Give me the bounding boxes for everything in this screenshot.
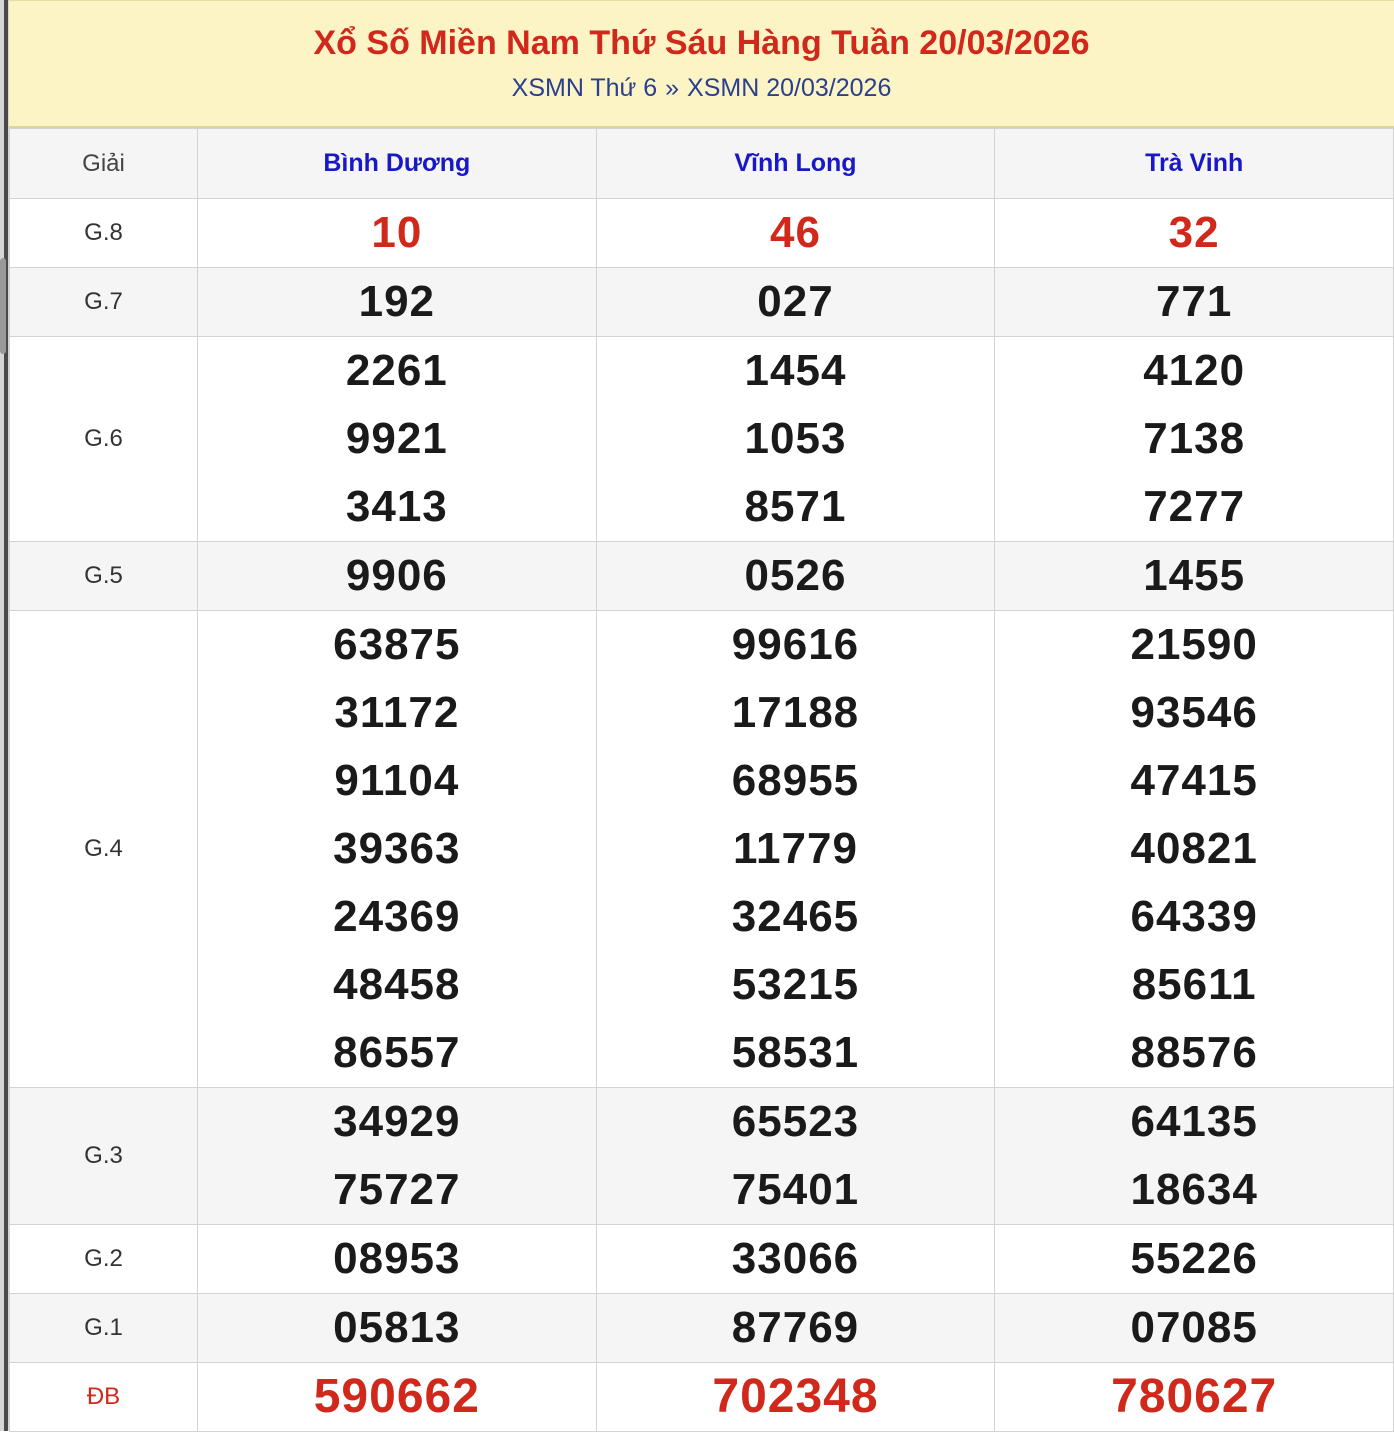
prize-label: G.3 [10,1088,198,1225]
prize-number: 24369 [333,892,461,941]
prize-label: G.4 [10,611,198,1088]
breadcrumb-link-weekday[interactable]: XSMN Thứ 6 [511,74,658,102]
province-header-vinh-long[interactable]: Vĩnh Long [596,129,995,199]
prize-cell [596,1088,995,1225]
prize-number: 64339 [1130,892,1258,941]
prize-number: 07085 [1130,1303,1258,1352]
breadcrumb-link-date[interactable]: XSMN 20/03/2026 [687,74,892,102]
prize-number: 0526 [744,551,847,600]
prize-number: 2261 [345,346,448,395]
table-row [10,1225,1394,1294]
prize-label: ĐB [10,1363,198,1432]
prize-cell [995,611,1394,1088]
prize-cell [995,268,1394,337]
breadcrumb [9,73,1394,103]
prize-number: 75401 [731,1165,860,1214]
prize-cell [596,268,995,337]
prize-number: 11779 [733,824,858,873]
prize-cell [596,611,995,1088]
prize-number: 3413 [345,482,448,531]
edge-handle[interactable] [0,258,6,354]
prize-number: 65523 [731,1097,860,1146]
prize-column-header: Giải [10,129,198,199]
prize-cell [995,1363,1394,1432]
special-prize-number: 702348 [712,1370,879,1423]
prize-cell [198,1088,597,1225]
prize-label: G.7 [10,268,198,337]
prize-number: 34929 [333,1097,461,1146]
prize-cell [198,268,597,337]
results-body [10,199,1394,1432]
lottery-results-panel [9,0,1394,1431]
prize-number: 4120 [1143,346,1246,395]
prize-cell [198,199,597,268]
prize-cell [198,1363,597,1432]
prize-cell [995,1225,1394,1294]
window-edge-shadow [4,0,8,1431]
prize-number: 21590 [1130,620,1258,669]
prize-number: 58531 [731,1028,860,1077]
prize-cell [995,199,1394,268]
prize-label: G.1 [10,1294,198,1363]
prize-number: 39363 [333,824,461,873]
prize-number: 64135 [1130,1097,1258,1146]
prize-number: 55226 [1130,1234,1258,1283]
special-prize-number: 780627 [1111,1370,1278,1423]
prize-number: 33066 [731,1234,860,1283]
special-prize-number: 590662 [313,1370,480,1423]
prize-cell [596,337,995,542]
prize-number: 32465 [731,892,860,941]
prize-number: 86557 [333,1028,461,1077]
table-header-row [10,129,1394,199]
prize-cell [596,542,995,611]
results-header [9,0,1394,128]
table-row [10,1363,1394,1432]
table-row [10,542,1394,611]
prize-number: 027 [757,277,834,326]
prize-number: 99616 [731,620,860,669]
prize-number: 75727 [333,1165,461,1214]
table-row [10,1088,1394,1225]
page-title: Xổ Số Miền Nam Thứ Sáu Hàng Tuần 20/03/2026 [313,24,1090,62]
prize-number: 46 [770,208,821,257]
prize-cell [198,337,597,542]
prize-cell [596,1294,995,1363]
prize-number: 771 [1155,277,1233,326]
prize-number: 05813 [333,1303,461,1352]
prize-cell [596,1225,995,1294]
prize-cell [995,542,1394,611]
prize-label: G.8 [10,199,198,268]
prize-cell [198,1225,597,1294]
prize-number: 48458 [333,960,461,1009]
prize-number: 9921 [345,414,448,463]
prize-number: 08953 [333,1234,461,1283]
prize-number: 7138 [1143,414,1246,463]
prize-number: 63875 [333,620,461,669]
prize-number: 87769 [731,1303,860,1352]
prize-number: 93546 [1130,688,1258,737]
prize-number: 17188 [731,688,860,737]
prize-cell [995,1294,1394,1363]
prize-number: 7277 [1143,482,1246,531]
prize-number: 9906 [345,551,448,600]
prize-number: 88576 [1130,1028,1258,1077]
prize-number: 53215 [731,960,860,1009]
prize-cell [198,611,597,1088]
prize-cell [198,1294,597,1363]
prize-number: 68955 [731,756,860,805]
prize-label: G.6 [10,337,198,542]
prize-number: 1454 [744,346,847,395]
prize-number: 1455 [1143,551,1246,600]
prize-label: G.5 [10,542,198,611]
prize-cell [995,337,1394,542]
results-table [9,128,1394,1432]
table-row [10,199,1394,268]
prize-number: 32 [1168,208,1220,257]
prize-cell [596,199,995,268]
table-row [10,268,1394,337]
prize-cell [198,542,597,611]
prize-number: 18634 [1130,1165,1258,1214]
breadcrumb-separator: » [665,74,680,102]
prize-number: 8571 [744,482,847,531]
table-row [10,611,1394,1088]
province-header-binh-duong[interactable]: Bình Dương [198,129,597,199]
table-row [10,1294,1394,1363]
prize-number: 91104 [334,756,460,805]
prize-cell [995,1088,1394,1225]
province-header-tra-vinh[interactable]: Trà Vinh [995,129,1394,199]
prize-number: 10 [371,208,423,257]
prize-number: 85611 [1131,960,1257,1009]
window-left-edge [0,0,9,1431]
prize-label: G.2 [10,1225,198,1294]
prize-number: 192 [358,277,436,326]
table-row [10,337,1394,542]
prize-number: 1053 [744,414,847,463]
prize-cell [596,1363,995,1432]
prize-number: 47415 [1130,756,1258,805]
prize-number: 31172 [334,688,460,737]
prize-number: 40821 [1130,824,1258,873]
